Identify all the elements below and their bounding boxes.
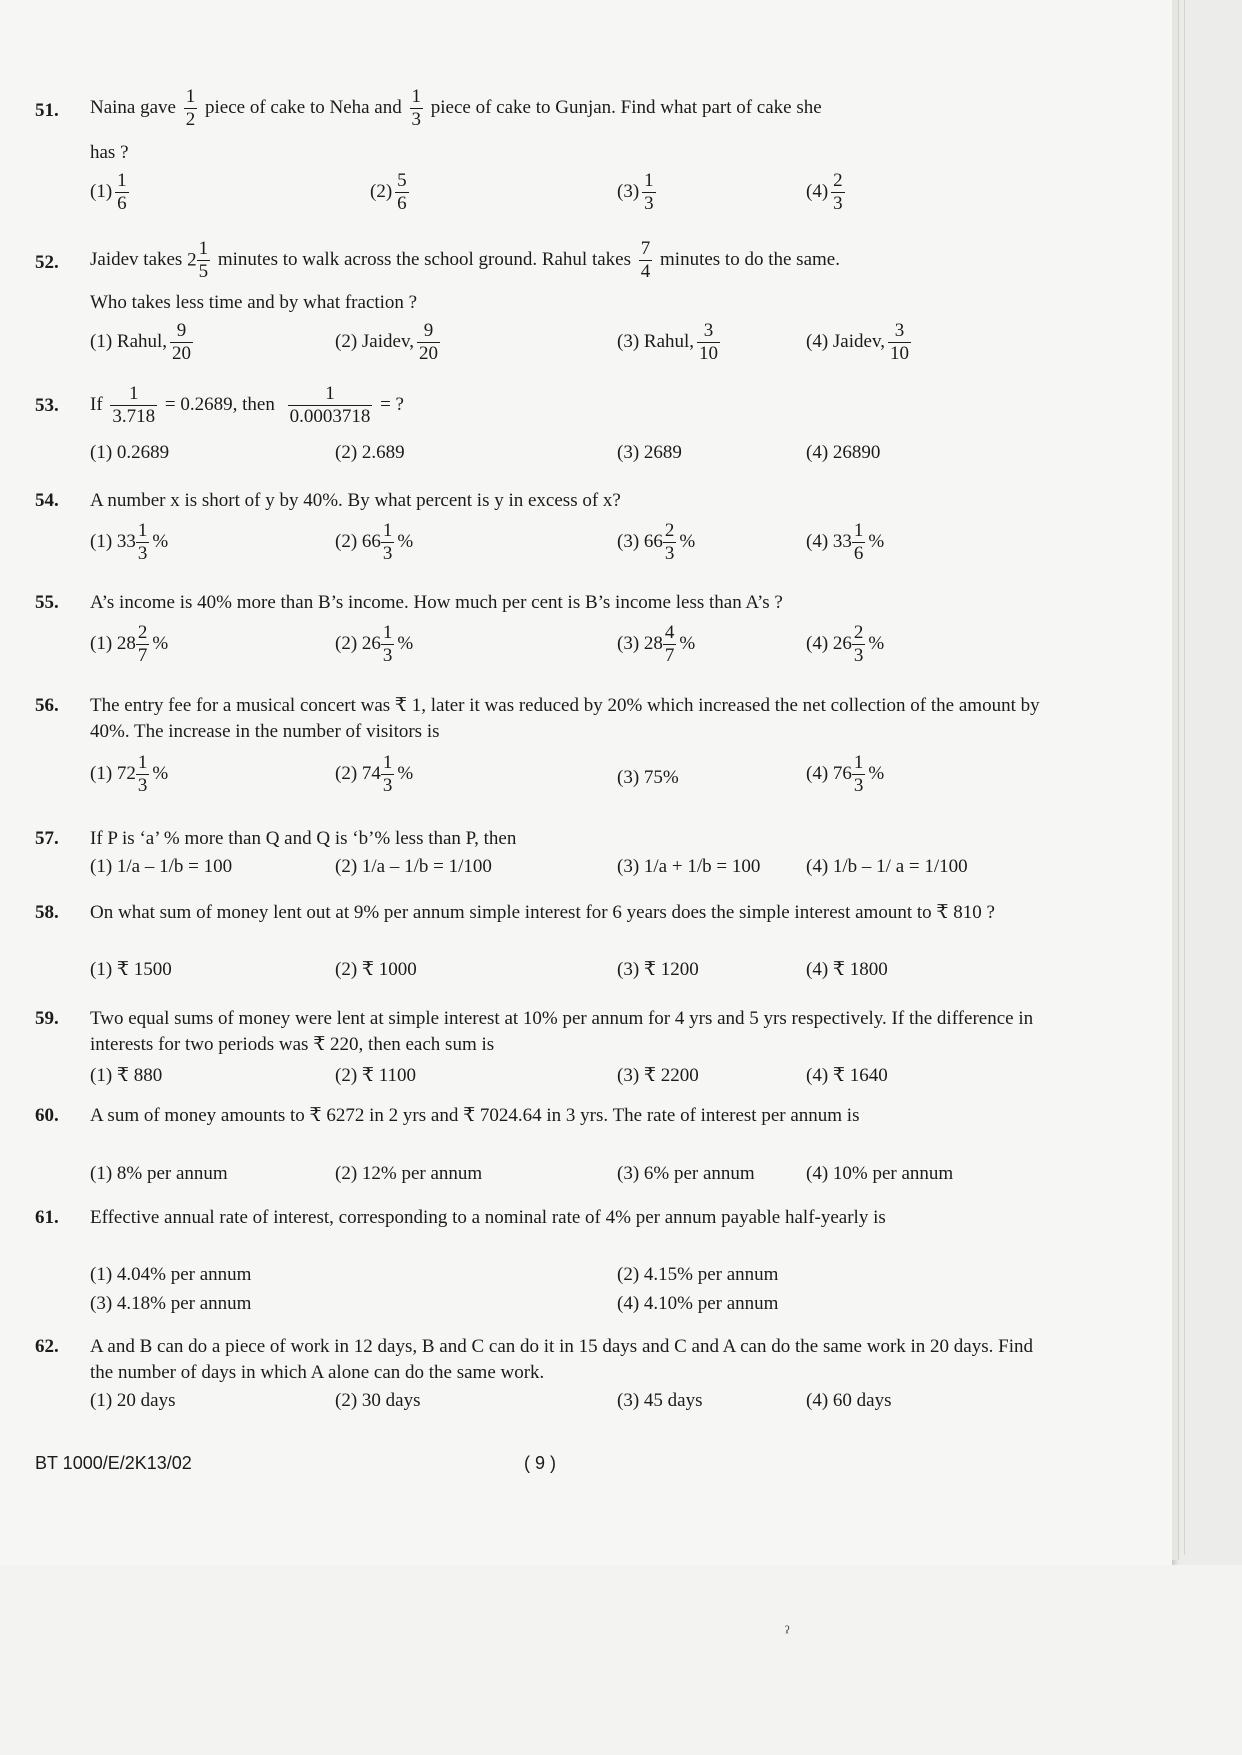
option: (3) 75% <box>617 767 679 788</box>
option: (3) ₹ 2200 <box>617 1065 699 1086</box>
option: (4) Jaidev, $\frac{3}{10}$ <box>806 320 909 364</box>
option: (4) 33 $\frac{1}{6}$ % <box>806 520 885 564</box>
option: (3) 66 $\frac{2}{3}$ % <box>617 520 696 564</box>
option: (4) 26 $\frac{2}{3}$ % <box>806 622 885 666</box>
question-number: 51. <box>35 100 59 121</box>
options-row <box>90 1063 1090 1091</box>
paper-code: BT 1000/E/2K13/02 <box>35 1453 192 1473</box>
pen-mark: ˀ <box>785 1622 790 1642</box>
option: (2) 2.689 <box>335 442 405 463</box>
option: (2) 1/a – 1/b = 1/100 <box>335 856 492 877</box>
option: (2) ₹ 1100 <box>335 1065 417 1086</box>
question-number: 57. <box>35 828 59 849</box>
option: (2) 74 $\frac{1}{3}$ % <box>335 752 414 796</box>
options-row <box>90 1388 1090 1416</box>
option: (1) Rahul, $\frac{9}{20}$ <box>90 320 192 364</box>
option: (3) 2689 <box>617 442 682 463</box>
option: (3) 4.18% per annum <box>90 1293 252 1314</box>
option: (4) 60 days <box>806 1390 892 1411</box>
option: (2) 66 $\frac{1}{3}$ % <box>335 520 414 564</box>
option: (3) $\frac{1}{3}$ <box>617 170 654 214</box>
options-row <box>90 320 1090 372</box>
option: (3) 45 days <box>617 1390 703 1411</box>
fraction: $\frac{1}{2}$ <box>185 86 196 130</box>
option: (4) ₹ 1640 <box>806 1065 888 1086</box>
option: (1) 20 days <box>90 1390 176 1411</box>
page-edge <box>1172 0 1179 1560</box>
question-text-line: has ? <box>90 142 129 163</box>
question-number: 60. <box>35 1105 59 1126</box>
option: (4) 4.10% per annum <box>617 1293 779 1314</box>
options-row <box>90 957 1090 985</box>
option: (3) 28 $\frac{4}{7}$ % <box>617 622 696 666</box>
option: (4) ₹ 1800 <box>806 959 888 980</box>
question-text: On what sum of money lent out at 9% per annum simple interest for 6 years does the simple interest amount to ₹ 810 ? <box>90 902 995 923</box>
option: (1) 72 $\frac{1}{3}$ % <box>90 752 169 796</box>
option: (1) 0.2689 <box>90 442 170 463</box>
question-text: If $\frac{1}{3.718}$ = 0.2689, then $\frac{1}{0.0003718}$ = ? <box>90 383 404 427</box>
option: (1) $\frac{1}{6}$ <box>90 170 127 214</box>
option: (1) 8% per annum <box>90 1163 228 1184</box>
page-edge <box>1179 0 1185 1555</box>
question-number: 55. <box>35 592 59 613</box>
question-text: Two equal sums of money were lent at simple interest at 10% per annum for 4 yrs and 5 yrs respectively. If the difference in interests for two periods was ₹ 220, then each sum is <box>90 1008 1034 1055</box>
question-text: Effective annual rate of interest, corresponding to a nominal rate of 4% per annum payable half-yearly is <box>90 1207 886 1228</box>
options-row <box>90 622 1090 674</box>
option: (1) ₹ 1500 <box>90 959 172 980</box>
fraction: $\frac{1}{3}$ <box>411 86 421 130</box>
option: (4) 1/b – 1/ a = 1/100 <box>806 856 968 877</box>
question-number: 58. <box>35 902 59 923</box>
question-text: A and B can do a piece of work in 12 days, B and C can do it in 15 days and C and A can do the same work in 20 days. Find the number of days in which A alone can do the same work. <box>90 1336 1033 1383</box>
option: (4) $\frac{2}{3}$ <box>806 170 843 214</box>
option: (3) ₹ 1200 <box>617 959 699 980</box>
option: (2) 4.15% per annum <box>617 1264 779 1285</box>
option: (1) 4.04% per annum <box>90 1264 252 1285</box>
options-row <box>90 1161 1090 1189</box>
option: (3) Rahul, $\frac{3}{10}$ <box>617 320 719 364</box>
option: (2) 30 days <box>335 1390 421 1411</box>
options-grid <box>90 1262 1090 1320</box>
question-text: A sum of money amounts to ₹ 6272 in 2 yrs and ₹ 7024.64 in 3 yrs. The rate of interest per annum is <box>90 1105 860 1126</box>
question-text: Naina gave $\frac{1}{2}$ piece of cake to Neha and $\frac{1}{3}$ piece of cake to Gunjan. Find what part of cake she <box>90 86 822 130</box>
option: (2) Jaidev, $\frac{9}{20}$ <box>335 320 438 364</box>
underlying-page <box>0 1565 1242 1755</box>
question-number: 53. <box>35 395 59 416</box>
option: (4) 10% per annum <box>806 1163 954 1184</box>
question-text: Jaidev takes 2 $\frac{1}{5}$ minutes to walk across the school ground. Rahul takes $\frac{7}{4}$ minutes to do the same. <box>90 238 840 282</box>
option: (3) 6% per annum <box>617 1163 755 1184</box>
question-number: 52. <box>35 252 59 273</box>
question-number: 61. <box>35 1207 59 1228</box>
options-row <box>90 752 1090 804</box>
option: (1) 1/a – 1/b = 100 <box>90 856 233 877</box>
options-row <box>90 170 1090 222</box>
option: (1) 33 $\frac{1}{3}$ % <box>90 520 169 564</box>
question-number: 54. <box>35 490 59 511</box>
question-text: A’s income is 40% more than B’s income. How much per cent is B’s income less than A’s ? <box>90 592 783 613</box>
question-number: 59. <box>35 1008 59 1029</box>
option: (1) 28 $\frac{2}{7}$ % <box>90 622 169 666</box>
option: (3) 1/a + 1/b = 100 <box>617 856 761 877</box>
option: (4) 76 $\frac{1}{3}$ % <box>806 752 885 796</box>
question-number: 56. <box>35 695 59 716</box>
option: (1) ₹ 880 <box>90 1065 163 1086</box>
question-number: 62. <box>35 1336 59 1357</box>
options-row <box>90 854 1090 882</box>
option: (2) $\frac{5}{6}$ <box>370 170 407 214</box>
page-number: ( 9 ) <box>524 1453 557 1473</box>
question-text: If P is ‘a’ % more than Q and Q is ‘b’% less than P, then <box>90 828 517 849</box>
option: (2) 12% per annum <box>335 1163 483 1184</box>
option: (2) 26 $\frac{1}{3}$ % <box>335 622 414 666</box>
question-text-line: Who takes less time and by what fraction ? <box>90 292 418 313</box>
options-row <box>90 440 1090 468</box>
question-text: A number x is short of y by 40%. By what percent is y in excess of x? <box>90 490 621 511</box>
options-row <box>90 520 1090 572</box>
option: (4) 26890 <box>806 442 881 463</box>
question-text: The entry fee for a musical concert was ₹ 1, later it was reduced by 20% which increased the net collection of the amount by 40%. The increase in the number of visitors is <box>90 695 1040 742</box>
option: (2) ₹ 1000 <box>335 959 417 980</box>
